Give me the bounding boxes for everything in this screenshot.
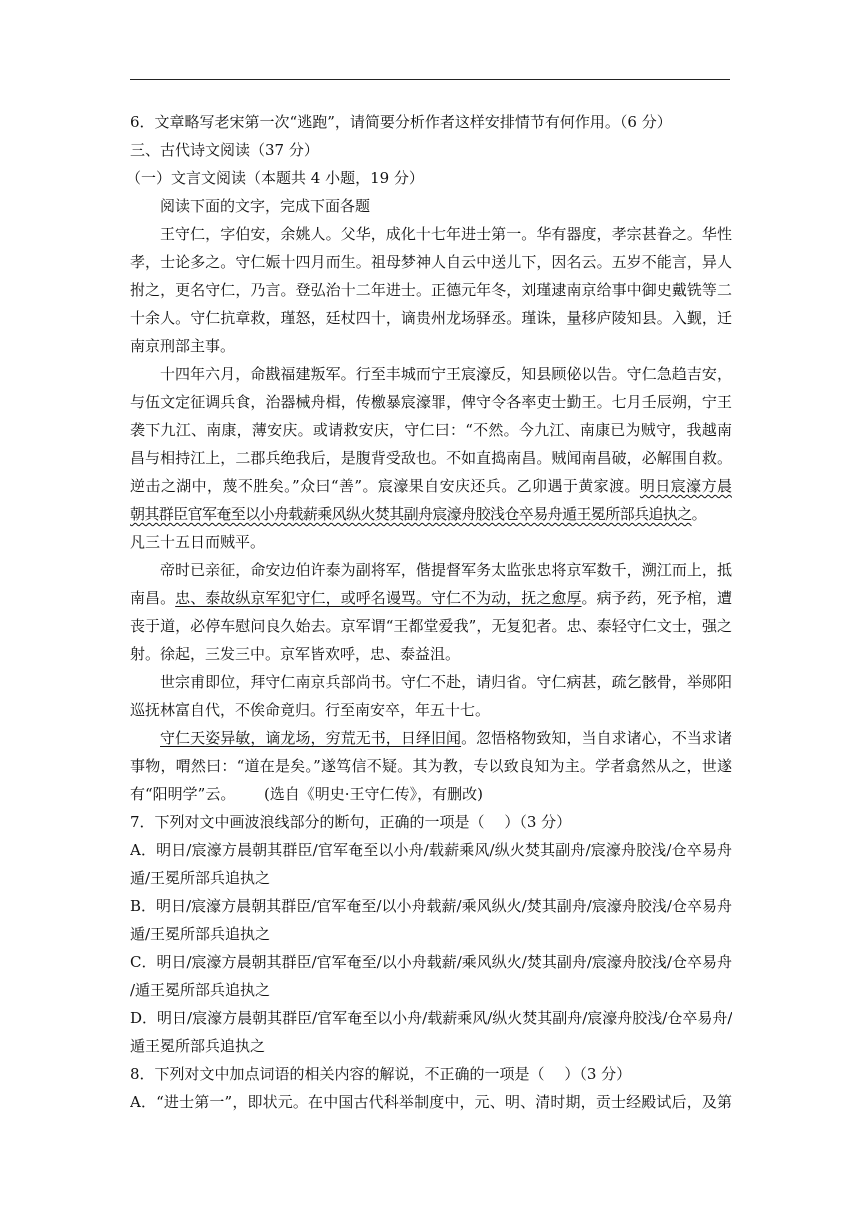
option-c-line: /遁王冕所部兵追执之 bbox=[130, 981, 271, 999]
option-b-line: 遁/王冕所部兵追执之 bbox=[130, 925, 271, 943]
passage-line: 昌与相持江上，二郡兵绝我后，是腹背受敌也。不如直捣南昌。贼闻南昌破，必解围自救。 bbox=[130, 449, 732, 467]
question-6: 6．文章略写老宋第一次“逃跑”，请简要分析作者这样安排情节有何作用。（6 分） bbox=[130, 113, 672, 131]
passage-line: 王守仁，字伯安，余姚人。父华，成化十七年进士第一。华有器度，孝宗甚眷之。华性 bbox=[160, 225, 732, 243]
subsection-heading: （一）文言文阅读（本题共 4 小题，19 分） bbox=[126, 169, 424, 187]
header-rule bbox=[130, 79, 730, 80]
passage-line: 射。徐起，三发三中。京军皆欢呼，忠、泰益沮。 bbox=[130, 645, 461, 663]
option-c-line: C．明日/宸濠方晨朝其群臣/官军奄至/以小舟载薪/乘风纵火/焚其副舟/宸濠舟胶浅/仓卒易舟 bbox=[130, 953, 732, 971]
passage-line bbox=[130, 724, 732, 752]
section-heading: 三、古代诗文阅读（37 分） bbox=[130, 141, 319, 159]
passage-line: 帝时已亲征，命安边伯许泰为副将军，偕提督军务太监张忠将京军数千，溯江而上，抵 bbox=[160, 561, 732, 579]
passage-line: 十四年六月，命戡福建叛军。行至丰城而宁王宸濠反，知县顾佖以告。守仁急趋吉安， bbox=[160, 365, 732, 383]
passage-text: 。忽悟格物致知，当自求诸心，不当求诸 bbox=[461, 729, 732, 747]
passage-line: 巡抚林富自代，不俟命竟归。行至南安卒，年五十七。 bbox=[130, 701, 491, 719]
passage-line: 袭下九江、南康，薄安庆。或请救安庆，守仁曰：“不然。今九江、南康已为贼守，我越南 bbox=[130, 421, 732, 439]
exam-page bbox=[126, 108, 732, 1116]
passage-line: 拊之，更名守仁，乃言。登弘治十二年进士。正德元年冬，刘瑾逮南京给事中御史戴铣等二 bbox=[130, 281, 732, 299]
wavy-underlined-text: 明日宸濠方晨 bbox=[639, 477, 732, 495]
passage-line: 与伍文定征调兵食，治器械舟楫，传檄暴宸濠罪，俾守令各率吏士勤王。七月壬辰朔，宁王 bbox=[130, 393, 732, 411]
underlined-text: 守仁天姿异敏，谪龙场，穷荒无书，日绎旧闻 bbox=[160, 729, 462, 747]
passage-line bbox=[130, 472, 732, 500]
passage-line: 南京刑部主事。 bbox=[130, 337, 236, 355]
question-8: 8．下列对文中加点词语的相关内容的解说，不正确的一项是（ ）（3 分） bbox=[130, 1065, 632, 1083]
option-d-line: 遁王冕所部兵追执之 bbox=[130, 1037, 266, 1055]
passage-line: 世宗甫即位，拜守仁南京兵部尚书。守仁不赴，请归省。守仁病甚，疏乞骸骨，举郧阳 bbox=[160, 673, 732, 691]
option-a-line: 遁/王冕所部兵追执之 bbox=[130, 869, 271, 887]
option-a-line: A．“进士第一”，即状元。在中国古代科举制度中，元、明、清时期，贡士经殿试后，及第 bbox=[130, 1093, 732, 1111]
passage-text: 南昌。 bbox=[130, 589, 176, 607]
passage-line: 丧于道，必停车慰问良久始去。京军谓“王都堂爱我”，无复犯者。忠、泰轻守仁文士，强之 bbox=[130, 617, 732, 635]
passage-line: 十余人。守仁抗章救，瑾怒，廷杖四十，谪贵州龙场驿丞。瑾诛，量移庐陵知县。入觐，迁 bbox=[130, 309, 732, 327]
wavy-underlined-text: 朝其群臣官军奄至以小舟载薪乘风纵火焚其副舟宸濠舟胶浅仓卒易舟遁王冕所部兵追执之 bbox=[130, 505, 692, 523]
passage-line bbox=[130, 584, 732, 612]
underlined-text: 忠、泰故纵京军犯守仁，或呼名谩骂。守仁不为动，抚之愈厚 bbox=[175, 589, 582, 607]
option-b-line: B．明日/宸濠方晨朝其群臣/官军奄至/以小舟载薪/乘风纵火/焚其副舟/宸濠舟胶浅/仓卒易舟 bbox=[130, 897, 732, 915]
passage-line bbox=[130, 500, 732, 528]
passage-text: 。病予药，死予棺，遭 bbox=[581, 589, 732, 607]
passage-line: 凡三十五日而贼平。 bbox=[130, 533, 266, 551]
passage-text: 逆击之湖中，蔑不胜矣。”众曰“善”。宸濠果自安庆还兵。乙卯遇于黄家渡。 bbox=[130, 477, 640, 495]
option-d-line: D．明日/宸濠方晨朝其群臣/官军奄至以小舟/载薪乘风/纵火焚其副舟/宸濠舟胶浅/仓卒易舟/ bbox=[130, 1009, 732, 1027]
passage-source: 有“阳明学”云。 (选自《明史·王守仁传》，有删改) bbox=[130, 785, 483, 803]
option-a-line: A．明日/宸濠方晨朝其群臣/官军奄至以小舟/载薪乘风/纵火焚其副舟/宸濠舟胶浅/仓卒易舟 bbox=[130, 841, 732, 859]
passage-line: 事物，喟然曰：“道在是矣。”遂笃信不疑。其为教，专以致良知为主。学者翕然从之，世遂 bbox=[130, 757, 732, 775]
passage-text: 。 bbox=[691, 505, 707, 523]
instruction: 阅读下面的文字，完成下面各题 bbox=[160, 197, 371, 215]
passage-line: 孝，士论多之。守仁娠十四月而生。祖母梦神人自云中送儿下，因名云。五岁不能言，异人 bbox=[130, 253, 732, 271]
question-7: 7．下列对文中画波浪线部分的断句，正确的一项是（ ）（3 分） bbox=[130, 813, 572, 831]
